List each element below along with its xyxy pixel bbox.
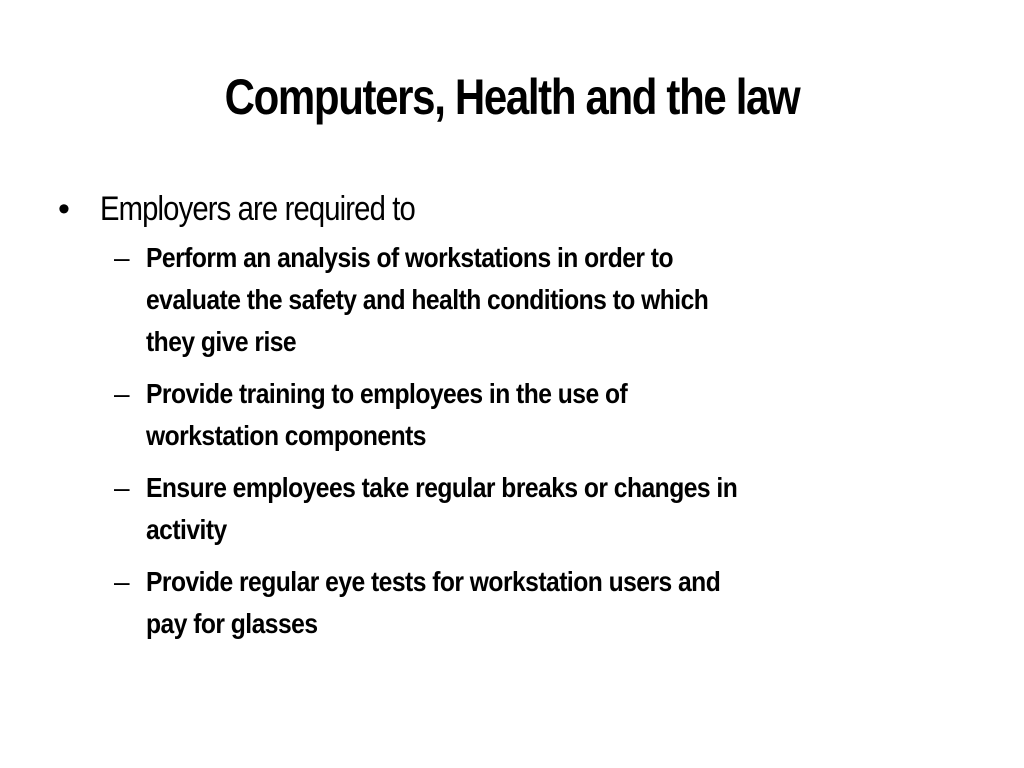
sub-bullet-text xyxy=(146,467,896,551)
bullet-marker: • xyxy=(58,190,69,228)
sub-bullet-item xyxy=(114,561,998,645)
text-line: Provide regular eye tests for workstation users and xyxy=(146,566,721,597)
text-line: Provide training to employees in the use of xyxy=(146,378,628,409)
dash-marker: – xyxy=(114,472,130,503)
dash-marker: – xyxy=(114,566,130,597)
text-line: Perform an analysis of workstations in order to xyxy=(146,242,673,273)
sub-bullet-list xyxy=(114,237,998,645)
sub-bullet-text xyxy=(146,237,896,363)
text-line: evaluate the safety and health conditions to which xyxy=(146,284,709,315)
sub-bullet-item xyxy=(114,237,998,363)
text-line: activity xyxy=(146,514,227,545)
dash-marker: – xyxy=(114,378,130,409)
slide-content xyxy=(58,185,998,655)
text-line: they give rise xyxy=(146,326,297,357)
sub-bullet-item xyxy=(114,467,998,551)
bullet-text: Employers are required to xyxy=(100,190,415,228)
sub-bullet-text xyxy=(146,373,896,457)
text-line: Ensure employees take regular breaks or changes in xyxy=(146,472,738,503)
bullet-item xyxy=(58,185,998,233)
text-line: workstation components xyxy=(146,420,426,451)
text-line: pay for glasses xyxy=(146,608,318,639)
sub-bullet-text xyxy=(146,561,896,645)
slide-title: Computers, Health and the law xyxy=(224,69,800,125)
dash-marker: – xyxy=(114,242,130,273)
sub-bullet-item xyxy=(114,373,998,457)
